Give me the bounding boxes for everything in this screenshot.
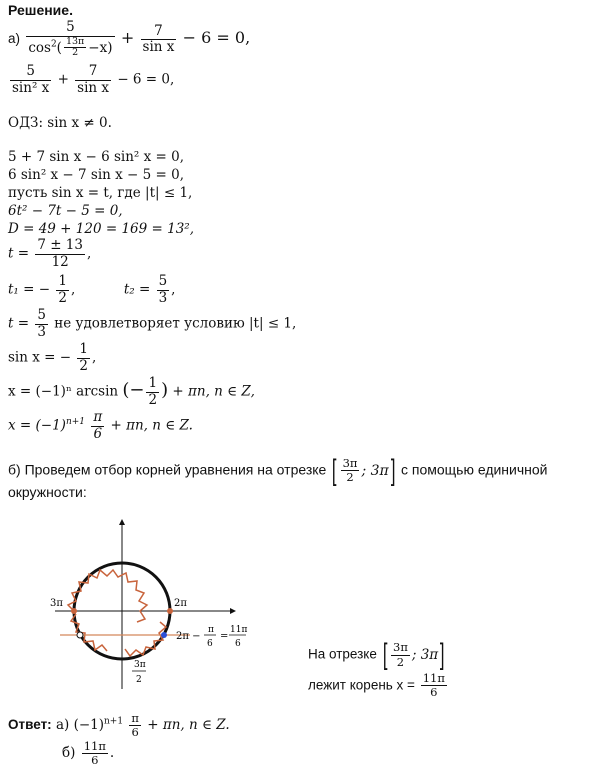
comma: ,	[87, 245, 92, 262]
period-term: + πn, n ∈ Z.	[147, 717, 230, 734]
odz-line: ОДЗ: sin x ≠ 0.	[8, 115, 112, 131]
part-b-text: б) Проведем отбор корней уравнения на отрезке	[8, 461, 327, 478]
bracket-right: ]	[390, 454, 396, 487]
label-bottom-num: 3π	[134, 660, 146, 670]
conclusion-line-1	[308, 640, 447, 670]
t-label: t =	[8, 315, 30, 332]
step-6	[8, 238, 91, 270]
fraction-numerator: 11π	[83, 739, 106, 753]
plus-sign: +	[120, 28, 135, 48]
exponent: n+1	[104, 716, 124, 727]
segment-end: ; 3π	[411, 646, 439, 663]
fraction-numerator: 1	[148, 375, 158, 391]
period: .	[109, 745, 115, 762]
fraction-numerator: 7	[141, 24, 177, 41]
part-b-line-2: окружности:	[8, 484, 87, 500]
fraction	[157, 274, 170, 306]
period-term: + πn, n ∈ Z.	[110, 417, 193, 434]
fraction-denominator: 6	[131, 725, 139, 740]
answer-b-pre: б)	[62, 745, 76, 762]
step-10	[8, 376, 255, 408]
equation-tail: − 6 = 0,	[117, 71, 175, 88]
fraction	[91, 410, 104, 442]
fraction-numerator: 5	[26, 20, 114, 37]
answer-line-1	[8, 712, 230, 739]
plus-sign: +	[57, 71, 69, 88]
fraction-numerator: 11π	[422, 671, 445, 685]
fraction-numerator: π	[131, 711, 139, 725]
inner-tail: −x	[88, 39, 108, 56]
fraction	[82, 740, 108, 767]
part-a-label: а)	[8, 31, 21, 47]
root-fraction	[421, 672, 447, 699]
fraction-denominator: 2	[79, 357, 88, 374]
bracket-left: [	[382, 638, 388, 671]
fraction-denominator: 12	[51, 253, 69, 270]
equation-simplified	[8, 64, 174, 96]
fraction	[56, 274, 69, 306]
step-5: D = 49 + 120 = 169 = 13²,	[8, 221, 194, 237]
root-expr-res-num: 11π	[230, 625, 248, 635]
step-7	[8, 274, 175, 306]
step-11	[8, 410, 193, 442]
fraction-denominator: sin x	[142, 39, 175, 56]
page-title: Решение.	[8, 2, 73, 18]
root-expr-res-den: 6	[235, 639, 241, 649]
answer-a-pre: а) (−1)	[55, 717, 105, 734]
condition-text: не удовлетворяет условию |t| ≤ 1,	[54, 315, 297, 332]
fraction-numerator: 1	[79, 341, 88, 357]
fraction-numerator: 7 ± 13	[37, 237, 83, 253]
arcsin-label: x = (−1)ⁿ arcsin	[8, 383, 119, 400]
root-point-left	[77, 632, 83, 638]
fraction-numerator: 1	[58, 273, 67, 289]
t2-label: t₂ =	[123, 281, 151, 298]
inner-denominator: 2	[72, 47, 79, 59]
equation-tail: − 6 = 0,	[182, 28, 251, 48]
comma: ,	[70, 281, 76, 298]
fraction-denominator: $\cos^2$( $\frac{13\pi}{2}$ −x)	[28, 35, 113, 59]
fraction-numerator: 3π	[393, 640, 408, 655]
exponent: n+1	[65, 417, 86, 428]
fraction-numerator: 5	[10, 64, 51, 81]
fraction-1	[10, 64, 51, 96]
fraction-denominator: 6	[430, 685, 438, 700]
fraction-1	[26, 20, 114, 59]
root-point-right	[161, 632, 167, 638]
fraction-numerator: 5	[158, 273, 168, 289]
answer-line-2	[62, 740, 114, 767]
part-b-line	[8, 456, 548, 486]
step-9	[8, 342, 96, 374]
root-expr-pre: 2π −	[176, 631, 201, 642]
start-point	[71, 608, 77, 614]
fraction	[77, 342, 90, 374]
t-label: t =	[8, 245, 30, 262]
answer-label: Ответ:	[8, 717, 52, 733]
fraction-denominator: 2	[396, 654, 405, 669]
x-label: x = (−1)	[8, 417, 66, 434]
fraction-numerator: π	[93, 409, 103, 425]
conclusion-line-2	[308, 672, 449, 699]
fraction-2	[141, 24, 177, 56]
segment-arc-upper	[68, 570, 147, 622]
fraction-denominator: 2	[148, 391, 158, 408]
segment-fraction	[341, 457, 360, 484]
fraction-denominator: sin² x	[12, 79, 50, 96]
comma: ,	[91, 349, 97, 366]
fraction	[129, 712, 141, 739]
fraction	[35, 238, 85, 270]
step-1: 5 + 7 sin x − 6 sin² x = 0,	[8, 149, 185, 165]
fraction-denominator: sin x	[77, 79, 110, 96]
root-expr-num: π	[208, 625, 214, 635]
bracket-right: ]	[440, 638, 445, 671]
step-4: 6t² − 7t − 5 = 0,	[8, 203, 123, 219]
label-3pi: 3π	[50, 598, 63, 609]
conclusion-text: На отрезке	[308, 646, 377, 662]
exponent: 2	[50, 38, 57, 49]
inner-numerator: 13π	[65, 35, 85, 47]
fraction-denominator: 2	[58, 289, 67, 306]
fraction-denominator: 3	[37, 323, 46, 340]
fraction-denominator: 6	[93, 425, 103, 442]
fraction	[35, 308, 48, 340]
paren-left: (−	[122, 379, 145, 401]
fraction-2	[75, 64, 111, 96]
label-2pi: 2π	[174, 598, 187, 609]
root-expr-den: 6	[207, 639, 213, 649]
paren-right: )	[161, 379, 169, 401]
unit-circle-diagram	[40, 514, 290, 694]
conclusion-text: лежит корень x =	[308, 677, 415, 693]
equation-main	[8, 20, 250, 59]
fraction-denominator: 2	[346, 470, 354, 485]
segment-fraction	[391, 641, 410, 668]
step-3: пусть sin x = t, где |t| ≤ 1,	[8, 185, 193, 201]
fraction-denominator: 3	[158, 289, 168, 306]
comma: ,	[171, 281, 176, 298]
label-bottom-den: 2	[136, 675, 142, 685]
step-8	[8, 308, 296, 340]
segment-end: ; 3π	[361, 462, 389, 479]
fraction	[146, 376, 159, 408]
fraction-numerator: 7	[75, 64, 111, 81]
inner-fraction	[64, 37, 86, 60]
fraction-numerator: 3π	[342, 455, 358, 470]
bracket-left: [	[332, 454, 337, 487]
end-point	[167, 608, 173, 614]
sin-label: sin x = −	[8, 349, 72, 366]
fraction-numerator: 5	[37, 307, 46, 323]
step-2: 6 sin² x − 7 sin x − 5 = 0,	[8, 167, 185, 183]
root-expr-eq: =	[220, 631, 229, 642]
cos-label: cos	[28, 39, 51, 56]
fraction-denominator: 6	[91, 753, 99, 768]
t1-label: t₁ = −	[8, 281, 51, 298]
part-b-text-2: с помощью единичной	[400, 461, 548, 478]
period-term: + πn, n ∈ Z,	[172, 383, 255, 400]
